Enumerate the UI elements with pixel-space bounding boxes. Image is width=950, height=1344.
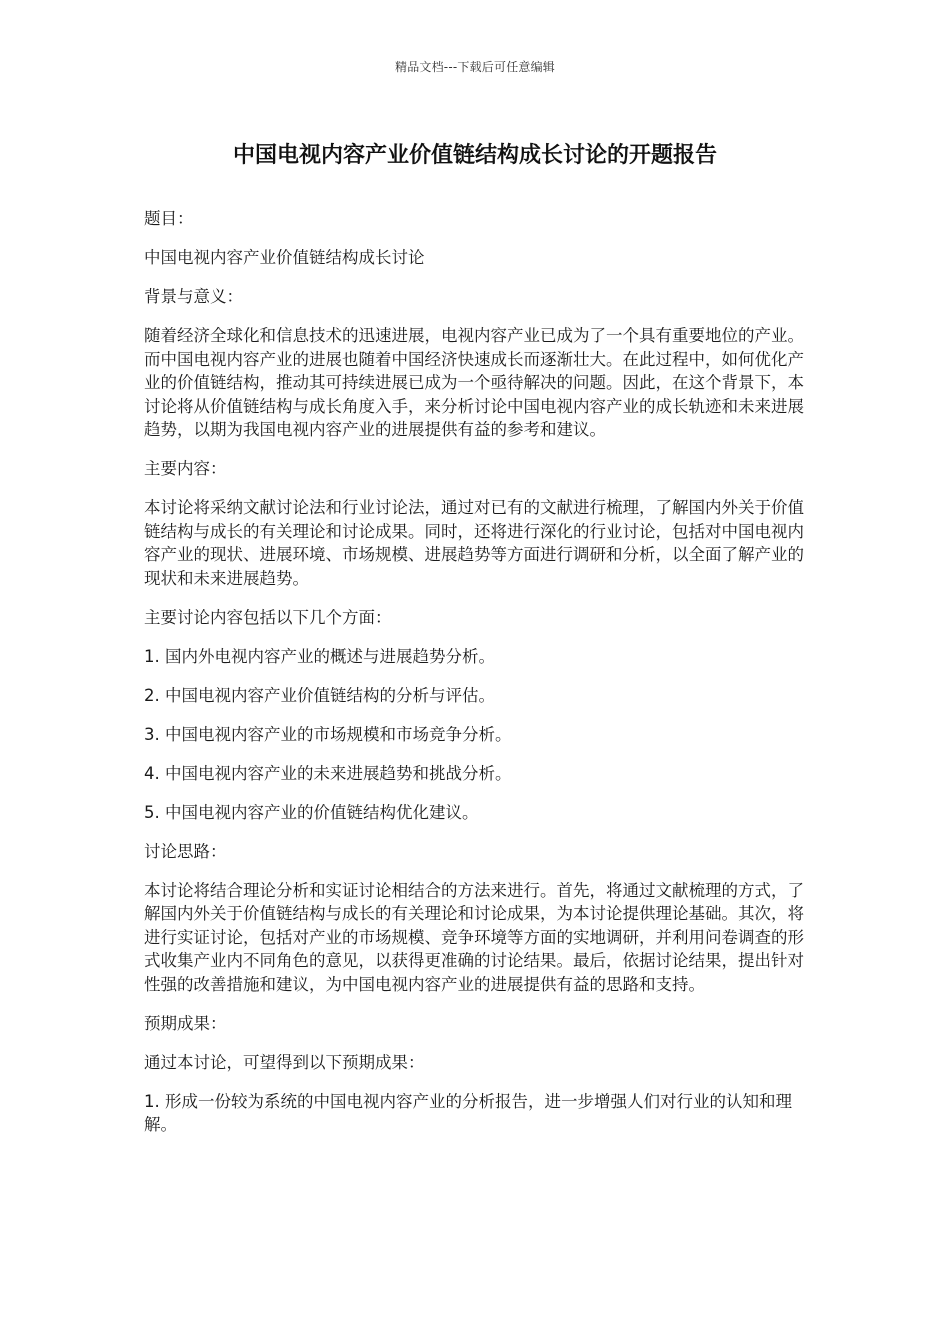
topic-text: 中国电视内容产业价值链结构成长讨论 <box>144 248 425 267</box>
background-paragraph: 随着经济全球化和信息技术的迅速进展，电视内容产业已成为了一个具有重要地位的产业。而中国电视内容产业的进展也随着中国经济快速成长而逐渐壮大。在此过程中，如何优化产业的价值链结构，推动其可持续进展已成为一个亟待解决的问题。因此，在这个背景下，本讨论将从价值链结构与成长角度入手，来分析讨论中国电视内容产业的成长轨迹和未来进展趋势，以期为我国电视内容产业的进展提供有益的参考和建议。 <box>144 326 804 439</box>
list-item: 2. 中国电视内容产业价值链结构的分析与评估。 <box>144 685 495 705</box>
label-topic: 题目： <box>144 209 194 228</box>
page-header-note: 精品文档---下载后可任意编辑 <box>395 60 555 74</box>
main-content-paragraph: 本讨论将采纳文献讨论法和行业讨论法，通过对已有的文献进行梳理，了解国内外关于价值链结构与成长的有关理论和讨论成果。同时，还将进行深化的行业讨论，包括对中国电视内容产业的现状、进展环境、市场规模、进展趋势等方面进行调研和分析，以全面了解产业的现状和未来进展趋势。 <box>144 498 804 588</box>
label-expected-results: 预期成果： <box>144 1013 227 1033</box>
list-item: 1. 国内外电视内容产业的概述与进展趋势分析。 <box>144 646 495 666</box>
document-title: 中国电视内容产业价值链结构成长讨论的开题报告 <box>232 143 717 168</box>
list-item: 5. 中国电视内容产业的价值链结构优化建议。 <box>144 802 479 822</box>
research-aspects-intro: 主要讨论内容包括以下几个方面： <box>144 607 392 627</box>
research-approach-paragraph: 本讨论将结合理论分析和实证讨论相结合的方法来进行。首先，将通过文献梳理的方式，了解国内外关于价值链结构与成长的有关理论和讨论成果，为本讨论提供理论基础。其次，将进行实证讨论，包括对产业的市场规模、竞争环境等方面的实地调研，并利用问卷调查的形式收集产业内不同角色的意见，以获得更准确的讨论结果。最后，依据讨论结果，提出针对性强的改善措施和建议，为中国电视内容产业的进展提供有益的思路和支持。 <box>144 880 804 994</box>
label-research-approach: 讨论思路： <box>144 841 227 861</box>
label-main-content: 主要内容： <box>144 459 227 478</box>
list-item: 4. 中国电视内容产业的未来进展趋势和挑战分析。 <box>144 763 512 783</box>
expected-results-intro: 通过本讨论，可望得到以下预期成果： <box>144 1052 425 1072</box>
label-background: 背景与意义： <box>144 287 243 306</box>
list-item: 3. 中国电视内容产业的市场规模和市场竞争分析。 <box>144 724 512 744</box>
list-item: 1. 形成一份较为系统的中国电视内容产业的分析报告，进一步增强人们对行业的认知和理解。 <box>144 1091 792 1134</box>
document-body <box>144 207 808 1152</box>
